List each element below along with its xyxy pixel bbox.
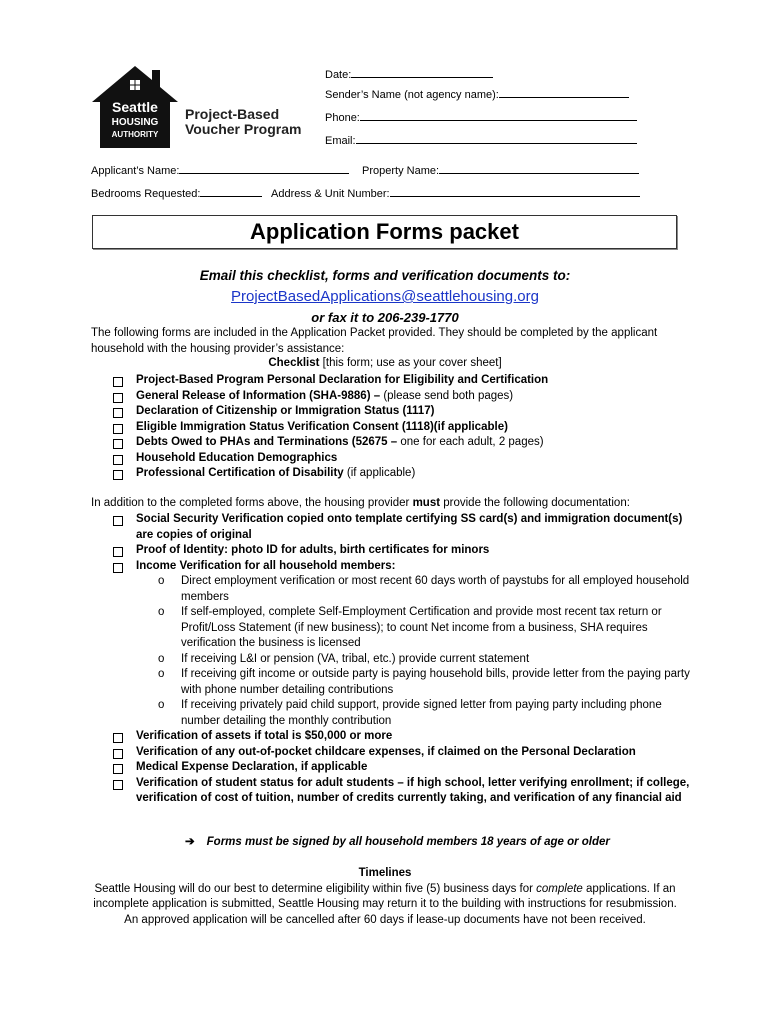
checkbox-icon[interactable]: [113, 408, 123, 418]
checkbox-icon[interactable]: [113, 733, 123, 743]
income-item: o If receiving privately paid child support, provide signed letter from paying party including phone number detailing the monthly contribution: [158, 699, 662, 727]
email-heading: Email this checklist, forms and verification documents to:: [199, 268, 571, 283]
doc-item[interactable]: Medical Expense Declaration, if applicable: [110, 760, 690, 776]
docs-intro: In addition to the completed forms above, the housing provider must provide the following documentation:: [91, 497, 630, 509]
email-label: Email:: [325, 135, 356, 147]
fax-line: or fax it to 206-239-1770: [311, 310, 459, 325]
date-label: Date:: [325, 69, 352, 81]
sender-label: Sender’s Name (not agency name):: [325, 89, 499, 101]
income-item: o If receiving gift income or outside party is paying household bills, provide letter from the paying party with phone number detailing contributions: [158, 668, 690, 696]
property-name-field[interactable]: [362, 162, 639, 177]
program-line-2: Voucher Program: [185, 121, 302, 137]
form-item[interactable]: Household Education Demographics: [110, 451, 690, 467]
checkbox-icon[interactable]: [113, 470, 123, 480]
income-item: o Direct employment verification or most recent 60 days worth of paystubs for all employed household members: [158, 575, 690, 603]
bedrooms-label: Bedrooms Requested:: [91, 188, 201, 200]
checkbox-icon[interactable]: [113, 547, 123, 557]
doc-item[interactable]: Proof of Identity: photo ID for adults, birth certificates for minors: [110, 543, 690, 559]
checkbox-icon[interactable]: [113, 455, 123, 465]
checkbox-icon[interactable]: [113, 563, 123, 573]
checkbox-icon[interactable]: [113, 516, 123, 526]
bullet-icon: o: [158, 606, 165, 618]
sender-field[interactable]: [325, 86, 629, 101]
form-item[interactable]: Declaration of Citizenship or Immigration Status (1117): [110, 404, 690, 420]
form-item[interactable]: Eligible Immigration Status Verification Consent (1118)(if applicable): [110, 420, 690, 436]
bullet-icon: o: [158, 652, 165, 665]
house-logo-icon: [90, 62, 180, 162]
form-item[interactable]: General Release of Information (SHA-9886) – (please send both pages): [110, 389, 690, 405]
form-item[interactable]: Project-Based Program Personal Declaration for Eligibility and Certification: [110, 373, 690, 389]
address-label: Address & Unit Number:: [271, 188, 390, 200]
timelines-section: [0, 866, 770, 928]
program-name: [185, 107, 301, 137]
logo-line-2: HOUSING: [111, 117, 159, 128]
checklist-note: [this form; use as your cover sheet]: [319, 357, 502, 369]
intro-paragraph: The following forms are included in the Application Packet provided. They should be completed by the applicant household with the housing provider’s assistance:: [91, 327, 658, 355]
form-item[interactable]: Debts Owed to PHAs and Terminations (52675 – one for each adult, 2 pages): [110, 435, 690, 451]
doc-item[interactable]: Verification of any out-of-pocket childcare expenses, if claimed on the Personal Declaration: [110, 745, 690, 761]
property-label: Property Name:: [362, 165, 440, 177]
email-field[interactable]: [325, 132, 637, 147]
logo-line-3: AUTHORITY: [111, 130, 159, 139]
phone-field[interactable]: [325, 109, 637, 124]
email-link[interactable]: ProjectBasedApplications@seattlehousing.org: [231, 288, 539, 305]
doc-item[interactable]: Verification of student status for adult students – if high school, letter verifying enrollment; if college, verification of cost of tuition, number of credits currently taking, and verification of any financial aid: [110, 776, 690, 807]
doc-item[interactable]: Social Security Verification copied onto template certifying SS card(s) and immigration document(s) are copies of original: [110, 512, 690, 543]
income-item: o If self-employed, complete Self-Employment Certification and provide most recent tax return or Profit/Loss Statement (if new business); to count Net income from a business, SHA requires verification the business is licensed: [158, 606, 662, 649]
checkbox-icon[interactable]: [113, 439, 123, 449]
checkbox-icon[interactable]: [113, 424, 123, 434]
bullet-icon: o: [158, 575, 165, 587]
income-item: o If receiving L&I or pension (VA, tribal, etc.) provide current statement: [110, 652, 690, 668]
program-line-1: Project-Based: [185, 106, 280, 122]
timelines-text: Seattle Housing will do our best to determine eligibility within five (5) business days for complete applications. If an incomplete application is submitted, Seattle Housing may return it to the building with instructions for resubmission. An approved application will be cancelled after 60 days if lease-up documents have not been received.: [93, 882, 677, 926]
logo-line-1: Seattle: [112, 99, 158, 115]
date-field[interactable]: [325, 66, 493, 81]
page-title: Application Forms packet: [250, 219, 519, 244]
address-field[interactable]: [271, 185, 640, 200]
checkbox-icon[interactable]: [113, 377, 123, 387]
timelines-heading: Timelines: [358, 867, 412, 879]
doc-item[interactable]: Income Verification for all household members:: [110, 559, 690, 575]
title-box: [92, 215, 677, 249]
applicant-label: Applicant’s Name:: [91, 165, 180, 177]
bedrooms-field[interactable]: [91, 185, 262, 200]
form-item[interactable]: Professional Certification of Disability (if applicable): [110, 466, 690, 482]
seattle-housing-logo: [90, 62, 180, 162]
forms-checklist: [110, 373, 690, 482]
documentation-checklist: [110, 512, 690, 807]
checklist-label: Checklist: [268, 357, 320, 369]
arrow-right-icon: ➔: [185, 836, 195, 848]
doc-item[interactable]: Verification of assets if total is $50,000 or more: [110, 729, 690, 745]
checkbox-icon[interactable]: [113, 749, 123, 759]
checklist-heading: [0, 357, 770, 369]
checkbox-icon[interactable]: [113, 393, 123, 403]
checkbox-icon[interactable]: [113, 780, 123, 790]
signature-note: ➔ Forms must be signed by all household members 18 years of age or older: [185, 836, 610, 848]
phone-label: Phone:: [325, 112, 360, 124]
applicant-name-field[interactable]: [91, 162, 349, 177]
bullet-icon: o: [158, 699, 165, 711]
checkbox-icon[interactable]: [113, 764, 123, 774]
bullet-icon: o: [158, 668, 165, 680]
